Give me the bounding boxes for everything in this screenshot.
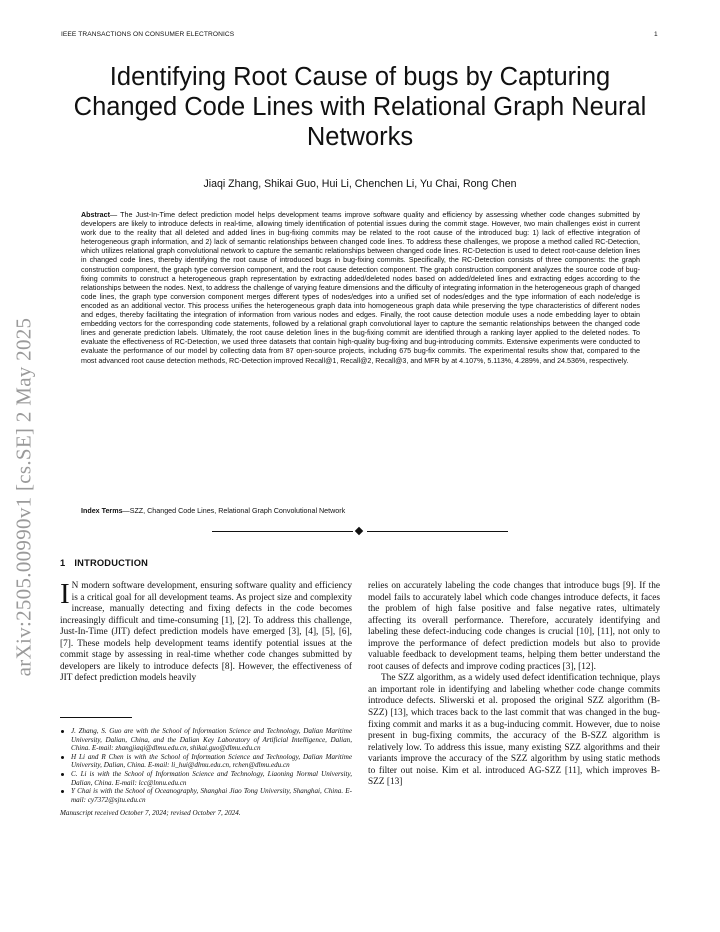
page-number: 1	[654, 31, 658, 38]
divider-rule-left	[212, 531, 353, 532]
footnote-text: H Li and R Chen is with the School of Information Science and Technology, Dalian Maritime University, Dalian, China. E-mail: li_hui@dlmu.edu.cn, rchen@dlmu.edu.cn	[71, 752, 352, 770]
section-heading	[60, 558, 148, 568]
footnote-text: C. Li is with the School of Information Science and Technology, Liaoning Normal University, Dalian, China. E-mail: lcc@lnnu.edu.cn	[71, 769, 352, 787]
intro-paragraph-1-text: N modern software development, ensuring software quality and efficiency is a critical goal for all development teams. As project size and complexity increase, manually detecting and fixing defects in the code becomes increasingly difficult and time-consuming [1], [2]. To address this challenge, Just-In-Time (JIT) defect prediction models have emerged [3], [4], [5], [6], [7]. These models help development teams identify potential issues at the commit stage by assessing in real-time whether code changes submitted by developers are likely to introduce defects [8]. However, the effectiveness of JIT defect prediction models heavily	[60, 581, 352, 684]
footnote-item	[60, 727, 352, 753]
section-divider	[212, 526, 508, 536]
running-head: IEEE TRANSACTIONS ON CONSUMER ELECTRONICS	[61, 31, 235, 38]
abstract-text: — The Just-In-Time defect prediction model helps development teams improve software quality and efficiency by assessing whether code changes submitted by developers are likely to introduce defects in real-time, allowing timely identification of potential issues during the commit stage. However, two main challenges exist in current work due to the reality that all deleted and added lines in bug-fixing commits may be related to the root cause of the introduced bug: 1) lack of effective integration of heterogeneous graph information, and 2) lack of semantic relationships between changed code lines. To address these challenges, we propose a method called RC-Detection, which utilizes relational graph convolutional network to capture the semantic relationships between changed code lines. RC-Detection is used to detect root-cause deletion lines in changed code lines, thereby identifying the root cause of introduced bugs in bug-fixing commits. Specifically, the RC-Detection consists of three components: the graph construction component, the graph type conversion component, and the root cause detection component. The graph construction component analyzes the source code of bug-fixing commits to construct a heterogeneous graph representation by extracting added/deleted nodes based on added/deleted lines and extracting edges according to the relationships between the nodes. Next, to address the challenge of varying feature dimensions and the difficulty of integrating information in the heterogeneous graph of changed code lines, the graph type conversion component merges different types of nodes/edges into a unified set of nodes/edges and the type information of each node/edge is encoded as an additional vector. This process unifies the heterogeneous graph data into homogeneous graph data while preserving the type characteristics of different nodes and edges, thereby facilitating the integration of information from various nodes and edges. Finally, the root cause detection module uses a node embedding layer to obtain embedding vectors for the corresponding code statements, followed by a relational graph convolutional layer to capture the semantic relationships between the changed code lines and generate prediction labels. Ultimately, the root cause deletion lines in the bug-fixing commit are identified through a ranking layer applied to the deleted nodes. To evaluate the effectiveness of RC-Detection, we used three datasets that contain high-quality bug-fixing and bug-introducing commits. Extensive experiments were conducted to evaluate the performance of our model by collecting data from 87 open-source projects, including 675 bug-fix commits. The experimental results show that, compared to the most advanced root cause detection methods, RC-Detection improved Recall@1, Recall@2, Recall@3, and MFR by at 4.107%, 5.113%, 4.289%, and 24.536%, respectively.	[81, 211, 640, 365]
left-column	[60, 578, 352, 685]
index-terms-label: Index Terms	[81, 507, 123, 515]
intro-paragraph-3: The SZZ algorithm, as a widely used defect identification technique, plays an important role in identifying and labeling whether code change commits introduce defects. Sliwerski et al. proposed the original SZZ algorithm (B-SZZ) [13], which traces back to the last commit that was changed in the bug-fixing commit and marks it as a bug-inducing commit. However, due to noise present in bug-fixing commits, the accuracy of the B-SZZ algorithm is relatively low. To address this issue, many existing SZZ algorithms and their variants improve the accuracy of the SZZ algorithm by using static methods to filter out noise. Kim et al. introduced AG-SZZ [11], which improves B-SZZ [13]	[368, 673, 660, 788]
bullet-icon	[61, 730, 64, 733]
intro-paragraph-2: relies on accurately labeling the code changes that introduce bugs [9]. If the model fails to accurately label which code changes introduce defects, it faces the problem of high false positive and false negative rates, ultimately affecting its overall performance. Therefore, accurately identifying and labeling these defect-inducing code changes is crucial [10], [11], not only to improve the performance of defect prediction models but also to provide valuable feedback to development teams, helping them better understand the root causes of defects and improve coding practices [3], [12].	[368, 581, 660, 672]
author-list: Jiaqi Zhang, Shikai Guo, Hui Li, Chenchen Li, Yu Chai, Rong Chen	[203, 178, 517, 190]
diamond-icon	[355, 526, 363, 534]
arxiv-stamp	[4, 262, 44, 732]
right-column	[368, 581, 660, 789]
section-title: INTRODUCTION	[74, 558, 149, 568]
footnote-rule	[60, 717, 132, 718]
manuscript-note: Manuscript received October 7, 2024; revised October 7, 2024.	[60, 809, 241, 818]
footnote-item	[60, 770, 352, 787]
section-number: 1	[60, 558, 66, 568]
abstract-label: Abstract	[81, 211, 110, 219]
bullet-icon	[61, 756, 64, 759]
index-terms	[81, 507, 640, 516]
bullet-icon	[61, 790, 64, 793]
divider-rule-right	[367, 531, 508, 532]
drop-cap: I	[60, 578, 70, 610]
index-terms-text: —SZZ, Changed Code Lines, Relational Graph Convolutional Network	[122, 507, 346, 515]
footnotes	[60, 727, 352, 818]
footnote-text: Y Chai is with the School of Oceanography, Shanghai Jiao Tong University, Shanghai, China. E-mail: cy7372@sjtu.edu.cn	[71, 787, 352, 804]
paper-title: Identifying Root Cause of bugs by Capturing Changed Code Lines with Relational Graph Neural Networks	[73, 63, 647, 151]
footnote-text: J. Zhang, S. Guo are with the School of Information Science and Technology, Dalian Maritime University, Dalian, China, and the Dalian Key Laboratory of Artificial Intelligence, Dalian, China. E-mail: zhangjiaqi@dlmu.edu.cn, shikai.guo@dlmu.edu.cn	[71, 727, 352, 753]
bullet-icon	[61, 773, 64, 776]
intro-paragraph-1	[60, 578, 352, 685]
footnote-item	[60, 753, 352, 770]
abstract	[81, 211, 640, 366]
footnote-item	[60, 787, 352, 804]
arxiv-stamp-text: arXiv:2505.00990v1 [cs.SE] 2 May 2025	[11, 317, 36, 677]
